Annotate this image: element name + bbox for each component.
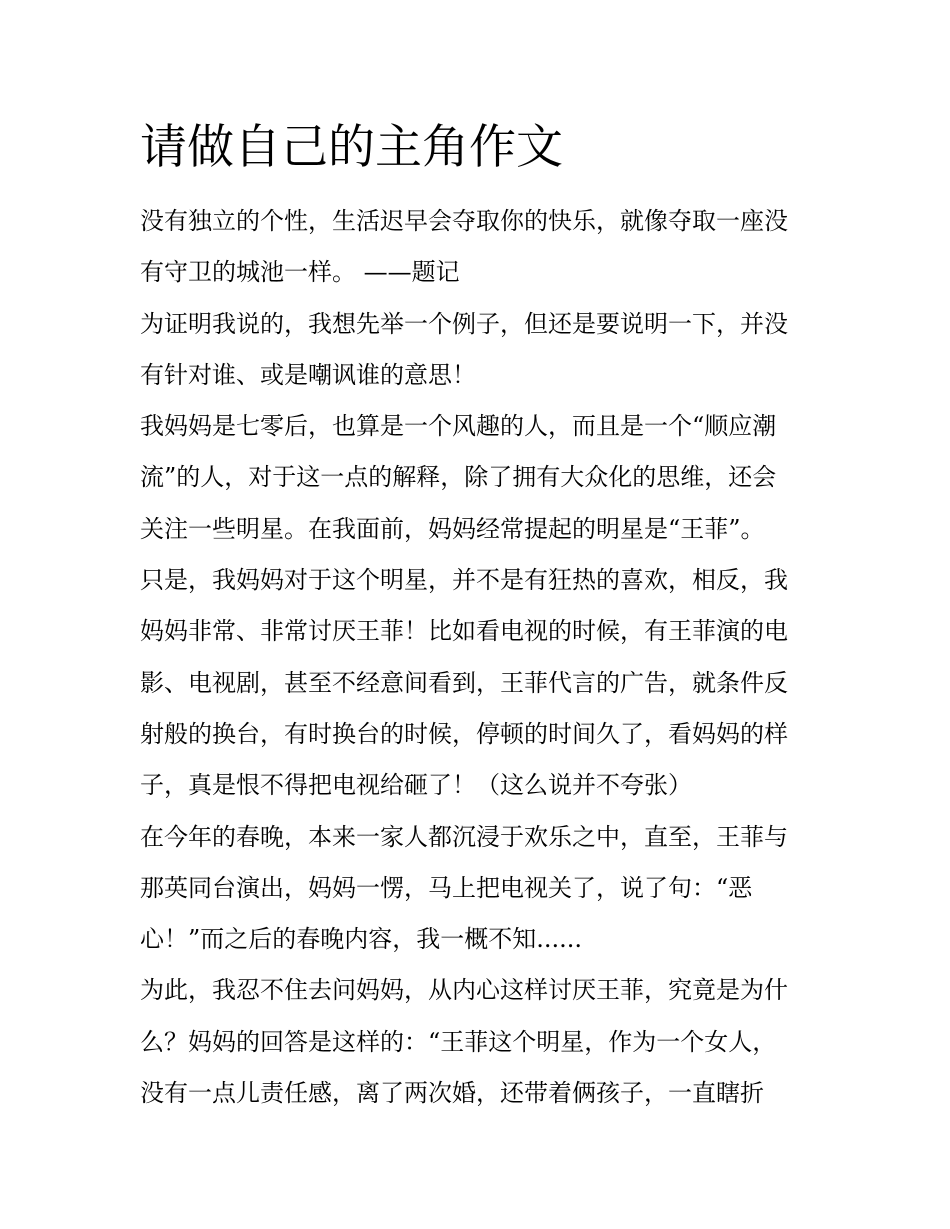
text-line-9: 妈妈非常、非常讨厌王菲！比如看电视的时候，有王菲演的电	[140, 617, 788, 646]
text-line-8: 只是，我妈妈对于这个明星，并不是有狂热的喜欢，相反，我	[140, 566, 788, 595]
text-line-14: 那英同台演出，妈妈一愣，马上把电视关了，说了句：“恶	[140, 873, 753, 902]
text-line-6: 流”的人，对于这一点的解释，除了拥有大众化的思维，还会	[140, 463, 777, 492]
document-body	[140, 196, 820, 1119]
text-line-5: 我妈妈是七零后，也算是一个风趣的人，而且是一个“顺应潮	[140, 412, 777, 441]
text-line-18: 没有一点儿责任感，离了两次婚，还带着俩孩子，一直瞎折	[140, 1079, 764, 1108]
text-line-10: 影、电视剧，甚至不经意间看到，王菲代言的广告，就条件反	[140, 668, 788, 697]
text-line-12: 子，真是恨不得把电视给砸了！（这么说并不夸张）	[140, 771, 692, 800]
text-line-4: 有针对谁、或是嘲讽谁的意思！	[140, 360, 476, 389]
text-line-1: 没有独立的个性，生活迟早会夺取你的快乐，就像夺取一座没	[140, 207, 788, 235]
text-line-17: 么？妈妈的回答是这样的：“王菲这个明星，作为一个女人，	[140, 1027, 777, 1056]
document-title: 请做自己的主角作文	[140, 120, 563, 175]
text-line-15: 心！”而之后的春晚内容，我一概不知......	[140, 925, 583, 954]
text-line-11: 射般的换台，有时换台的时候，停顿的时间久了，看妈妈的样	[140, 719, 788, 748]
text-line-7: 关注一些明星。在我面前，妈妈经常提起的明星是“王菲”。	[140, 514, 765, 543]
text-line-16: 为此，我忍不住去问妈妈，从内心这样讨厌王菲，究竟是为什	[140, 976, 788, 1005]
text-line-13: 在今年的春晚，本来一家人都沉浸于欢乐之中，直至，王菲与	[140, 822, 788, 851]
text-line-3: 为证明我说的，我想先举一个例子，但还是要说明一下，并没	[140, 309, 788, 338]
text-line-2: 有守卫的城池一样。 ——题记	[140, 258, 460, 287]
